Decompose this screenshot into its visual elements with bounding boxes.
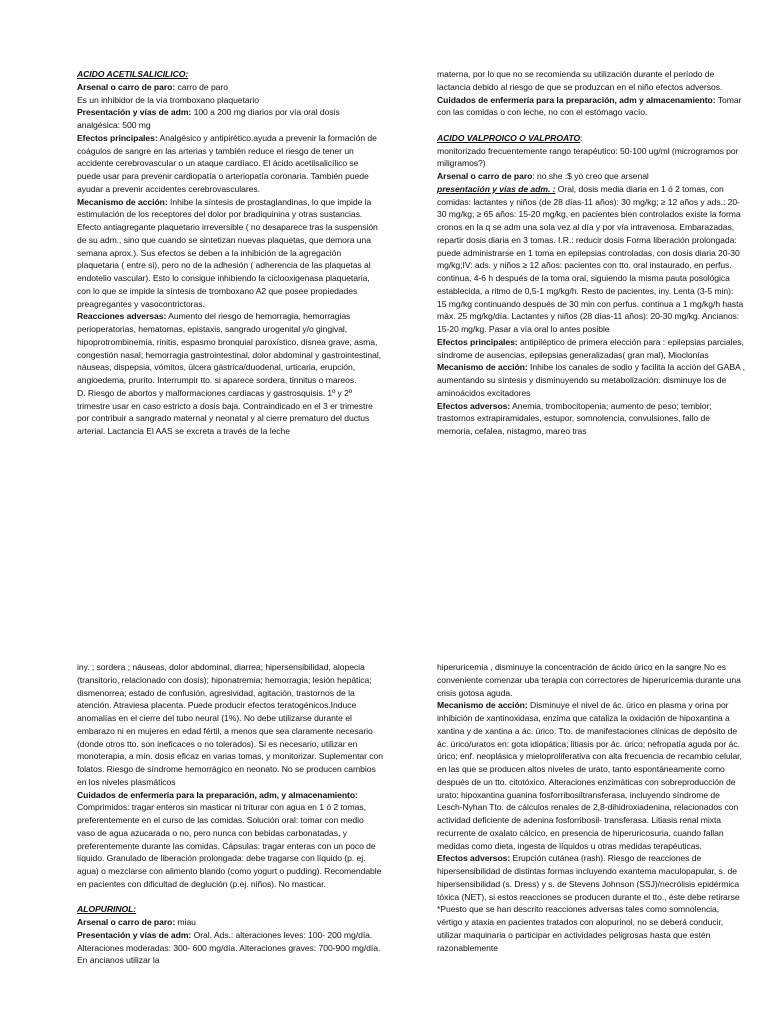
spacer — [437, 119, 745, 132]
reacciones-value: Aumento del riesgo de hemorragia, hemorragias perioperatorias, hematomas, epistaxis, sangrado urogenital y/o gingival, hipoprotrombinemia, rinitis, espasmo bronquial paroxístico, disnea grave, asma, congestión nasal; hemorragia gastrointestinal, dolor abdominal y gastrointestinal, náuseas, dispepsia, vómitos, úlcera gástrica/duodenal, urticaria, erupción, angioedema, prurito. Interrumpir tto. si aparece sordera, tinnitus o mareos. — [77, 311, 382, 385]
arsenal-label: Arsenal o carro de paro — [437, 171, 533, 181]
column-4 — [437, 661, 745, 954]
spacer — [77, 891, 383, 904]
title-suffix: : — [580, 132, 583, 143]
cuidados-label: Cuidados de enfermería para la preparación, adm y almacenamiento: — [437, 94, 716, 105]
mecanismo-label: Mecanismo de acción: — [437, 700, 528, 711]
cuidados-value: Comprimidos: tragar enteros sin masticar ni triturar con agua en 1 ó 2 tomas, preferentemente en el curso de las comidas. Solución oral: tomar con medio vaso de agua azucarada o no, pero nunca con bebidas carbonatadas, y preferentemente durante las comidas. Cápsulas: tragar enteras con un poco de líquido. Granulado de liberación prolongada: debe tragarse con líquido (p. ej. agua) o mezclarse con alimento blando (como yogurt o pudding). Recomendable en pacientes con dificultad de deglución (p.ej. niños). No masticar. — [77, 802, 382, 889]
arsenal-label: Arsenal o carro de paro: — [77, 917, 176, 927]
efectos-label: Efectos principales: — [77, 132, 158, 143]
presentacion-value: Oral. Ads.: alteraciones leves: 100- 200 mg/día. Alteraciones moderadas: 300- 600 mg/día. Alteraciones graves: 700-900 mg/día. En ancianos utilizar la — [77, 929, 381, 966]
column-2 — [437, 68, 745, 438]
continued-paragraph: hiperuricemia , disminuye la concentración de ácido úrico en la sangre No es conveniente comenzar uba terapia con correctores de hiperuricemia durante una crisis gotosa aguda. — [437, 662, 741, 698]
efectos-value: antipiléptico de primera elección para : epilepsias parciales, síndrome de ausencias, epilepsias generalizadas( gran mal), Mioclonías — [437, 336, 744, 360]
mecanismo-value: Inhibe la síntesis de prostaglandinas, lo que impide la estimulación de los receptores del dolor por bradiquinina y otras sustancias. Efecto antiagregante plaquetario irreversible ( no desaparece tras la suspensión de su adm., sino que cuando se sintetizan nuevas plaquetas, que demora una semana aprox.). Sus efectos se deben a la inhibición de la agregación plaquetaria ( entre si), pero no de la adhesión ( adherencia de las plaquetas al endotelio vascular). Esto lo consigue inhibiendo la ciclooxigenasa plaquetaria, con lo que se impide la síntesis de tromboxano A2 que posee propiedades preagregantes y vasocontrictoras. — [77, 196, 378, 309]
presentacion-label: Presentación y vías de adm: — [77, 929, 192, 940]
section-title-alopurinol: ALOPURINOL: — [77, 904, 137, 915]
adversos-value: Erupción cutánea (rash). Riesgo de reacciones de hipersensibilidad de distintas formas incluyendo exantema maculopapular, s. de hipersensibilidad (s. Dress) y s. de Stevens Johnson (SSJ)/necrólisis epidérmica tóxica (NET), si estos reacciones se producen durante el tto., éste debe retirarse *Puesto que se han descrito reacciones adversas tales como somnolencia, vértigo y ataxia en pacientes tratados con alopurinol, no se deberá conducir, utilizar maquinaria o participar en actividades peligrosas hasta que estén razonablemente — [437, 853, 740, 953]
arsenal-value: : no she :$ yo creo que arsenal — [532, 171, 649, 181]
cuidados-value: Tomar con las comidas o con leche, no con el estómago vacío. — [437, 94, 742, 118]
adversos-label: Efectos adversos: — [437, 400, 511, 411]
section-title-acido-acetilsalicilico: ACIDO ACETILSALICILICO: — [77, 69, 189, 79]
column-1 — [77, 68, 383, 438]
presentacion-value: Oral, dosis media diaria en 1 ó 2 tomas, con comidas: lactantes y niños (de 28 días-11 años): 30 mg/kg; ≥ 12 años y ads.: 20-30 mg/kg; ≥ 65 años: 15-20 mg/kg, en pacientes bien controlados existe la forma cronos en la q se adm una sola vez al día y por vía intravenosa. Embarazadas, repartir dosis diaria en 3 tomas. I.R.: reducir dosis Forma liberación prolongada: puede administrarse en 1 toma en epilepsias controladas, con dosis diaria 20-30 mg/kg;IV: ads. y niños ≥ 12 años: pacientes con tto. oral instaurado, en perfus. continua, 4-6 h después de la toma oral, siguiendo la misma pauta posológica establecida, a ritmo de 0,5-1 mg/kg/h. Resto de pacientes, iny. Lenta (3-5 min): 15 mg/kg continuando después de 30 min con perfus. continua a 1 mg/kg/h hasta máx. 25 mg/kg/día. Lactantes y niños (28 días-11 años): 20-30 mg/kg. Ancianos: 15-20 mg/kg. Pasar a vía oral lo antes posible — [437, 183, 744, 334]
section-title-acido-valproico: ACIDO VALPROICO O VALPROATO — [437, 132, 581, 143]
monitor-paragraph: monitorizado frecuentemente rango terapéutico: 50-100 ug/ml (microgramos por miligramos?) — [437, 145, 739, 169]
presentacion-value: 100 a 200 mg diarios por vía oral dosis analgésica: 500 mg — [77, 107, 340, 130]
mecanismo-value: Disminuye el nivel de ác. úrico en plasma y orina por inhibición de xantinoxidasa, enzima que cataliza la oxidación de hipoxantina a xantina y de xantina a ác. úrico. Tto. de manifestaciones clínicas de depósito de ác. úrico/uratos en: gota idiopática; litiasis por ác. úrico; nefropatía aguda por ác. úrico; enf. neoplásica y mieloproliferativa con alta frecuencia de recambio celular, en las que se producen altos niveles de urato, tanto espontáneamente como después de un tto. citotóxico. Alteraciones enzimáticas con sobreproducción de urato: hipoxantina guanina fosforribosiltransferasa, incluyendo síndrome de Lesch-Nyhan Tto. de cálculos renales de 2,8-dihidroxiadenina, relacionados con actividad deficiente de adenina fosforribosil- transferasa. Litiasis renal mixta recurrente de oxalato cálcico, en presencia de hiperuricosuria, cuando fallan medidas como dieta, ingesta de líquidos u otras medidas terapéuticas. — [437, 700, 742, 851]
adversos-label: Efectos adversos: — [437, 853, 511, 864]
arsenal-label: Arsenal o carro de paro: — [77, 81, 176, 92]
efectos-value: Analgésico y antipirético.ayuda a prevenir la formación de coágulos de sangre en las arterias y también reduce el riesgo de tener un accidente cerebrovascular o un ataque cardíaco. El ácido acetilsalicílico se puede usar para prevenir cardiopatía o arteriopatía coronaria. También puede ayudar a prevenir accidentes cerebrovasculares. — [77, 132, 377, 194]
column-3 — [77, 661, 383, 967]
cuidados-label: Cuidados de enfermería para la preparación, adm, y almacenamiento: — [77, 789, 358, 800]
efectos-label: Efectos principales: — [437, 336, 518, 347]
continued-paragraph: materna, por lo que no se recomienda su utilización durante el período de lactancia debido al riesgo de que se produzcan en el niño efectos adversos. — [437, 69, 723, 92]
riesgo-paragraph: D. Riesgo de abortos y malformaciones cardiacas y gastrosquisis. 1º y 2º trimestre usar en caso estricto a dosis baja. Contraindicado en el 3 er trimestre por contribuir a sangrado maternal y neonatal y al cierre prematuro del ductus arterial. Lactancia El AAS se excreta a través de la leche — [77, 387, 373, 436]
reacciones-label: Reacciones adversas: — [77, 311, 167, 322]
presentacion-label: presentación y vías de adm. : — [437, 183, 556, 194]
mecanismo-label: Mecanismo de acción: — [437, 362, 528, 373]
adversos-value: Anemia, trombocitopenia; aumento de peso; temblor; trastornos extrapiramidales, estupor, somnolencia, convulsiones, fallo de memoria, cefalea, nistagmo, mareo tras — [437, 400, 712, 436]
arsenal-value: miau — [175, 917, 196, 927]
presentacion-label: Presentación y vías de adm: — [77, 107, 192, 118]
mecanismo-label: Mecanismo de acción: — [77, 196, 168, 207]
arsenal-value: carro de paro — [175, 81, 228, 92]
description: Es un inhibidor de la vía tromboxano plaquetario — [77, 94, 260, 105]
continued-paragraph: iny. ; sordera ; náuseas, dolor abdominal, diarrea; hipersensibilidad, alopecia (transitorio, relacionado con dosis); hiponatremia; hemorragia; lesión hepática; dismenorrea; estado de confusión, agresividad, agitación, trastornos de la atención. Atraviesa placenta. Puede producir efectos teratogénicos.Induce anomalías en el cierre del tubo neural (1%). No debe utilizarse durante el embarazo ni en mujeres en edad fértil, a menos que sea claramente necesario (donde otros tto. son ineficaces o no tolerados). Si es necesario, utilizar en monoterapia, a mín. dosis eficaz en varias tomas, y monitorizar. Suplementar con folatos. Riesgo de síndrome hemorrágico en neonato. No se producen cambios en los niveles plasmáticos — [77, 662, 383, 787]
mecanismo-value: Inhibe los canales de sodio y facilita la acción del GABA , aumentando su síntesis y disminuyendo su metabolización. disminuye los de aminoácidos excitadores — [437, 362, 745, 398]
